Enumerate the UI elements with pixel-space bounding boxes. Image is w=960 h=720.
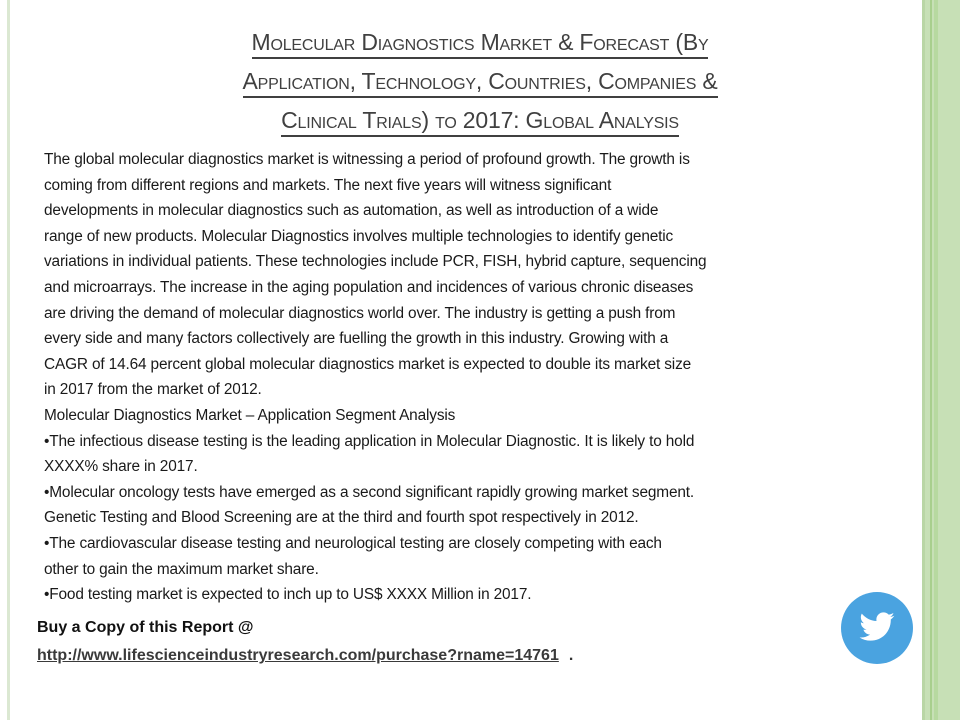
link-suffix: . — [568, 647, 574, 664]
purchase-link[interactable]: http://www.lifescienceindustryresearch.com/purchase?rname=14761 — [37, 647, 559, 664]
band-line — [930, 0, 932, 720]
bullet-item: • The infectious disease testing is the leading application in Molecular Diagnostic. It is likely to hold — [44, 429, 904, 455]
intro-line: range of new products. Molecular Diagnostics involves multiple technologies to identify genetic — [44, 227, 674, 245]
left-border — [7, 0, 10, 720]
bullet-continuation: Genetic Testing and Blood Screening are at the third and fourth spot respectively in 2012. — [44, 509, 639, 527]
title-line-1: Molecular Diagnostics Market & Forecast (By — [252, 27, 709, 59]
bullet-item: • The cardiovascular disease testing and neurological testing are closely competing with each — [44, 531, 904, 557]
intro-line: in 2017 from the market of 2012. — [44, 381, 262, 399]
section-heading: Molecular Diagnostics Market – Application Segment Analysis — [44, 406, 456, 424]
buy-link-row — [37, 647, 573, 665]
intro-line: variations in individual patients. These technologies include PCR, FISH, hybrid capture, sequencing — [44, 253, 707, 271]
twitter-icon — [858, 612, 896, 644]
intro-line: CAGR of 14.64 percent global molecular diagnostics market is expected to double its market size — [44, 355, 692, 373]
twitter-button[interactable] — [841, 592, 913, 664]
intro-line: are driving the demand of molecular diagnostics world over. The industry is getting a push from — [44, 304, 676, 322]
intro-line: and microarrays. The increase in the aging population and incidences of various chronic diseases — [44, 278, 694, 296]
intro-line: The global molecular diagnostics market is witnessing a period of profound growth. The growth is — [44, 151, 690, 168]
title-line-3: Clinical Trials) to 2017: Global Analysis — [281, 105, 679, 137]
right-decorative-band — [922, 0, 960, 720]
bullet-item: • Molecular oncology tests have emerged as a second significant rapidly growing market segment. — [44, 480, 904, 506]
intro-line: developments in molecular diagnostics such as automation, as well as introduction of a wide — [44, 202, 659, 220]
intro-line: coming from different regions and markets. The next five years will witness significant — [44, 176, 612, 194]
band-line — [934, 0, 938, 720]
intro-line: every side and many factors collectively are fuelling the growth in this industry. Growing with a — [44, 330, 669, 348]
slide-body — [44, 147, 904, 608]
title-line-2: Application, Technology, Countries, Companies & — [243, 66, 718, 98]
bullet-continuation: XXXX% share in 2017. — [44, 458, 198, 476]
buy-label: Buy a Copy of this Report @ — [37, 619, 254, 636]
bullet-item: • Food testing market is expected to inch up to US$ XXXX Million in 2017. — [44, 582, 904, 608]
bullet-continuation: other to gain the maximum market share. — [44, 560, 319, 578]
band-line — [922, 0, 925, 720]
slide-title — [150, 24, 810, 141]
